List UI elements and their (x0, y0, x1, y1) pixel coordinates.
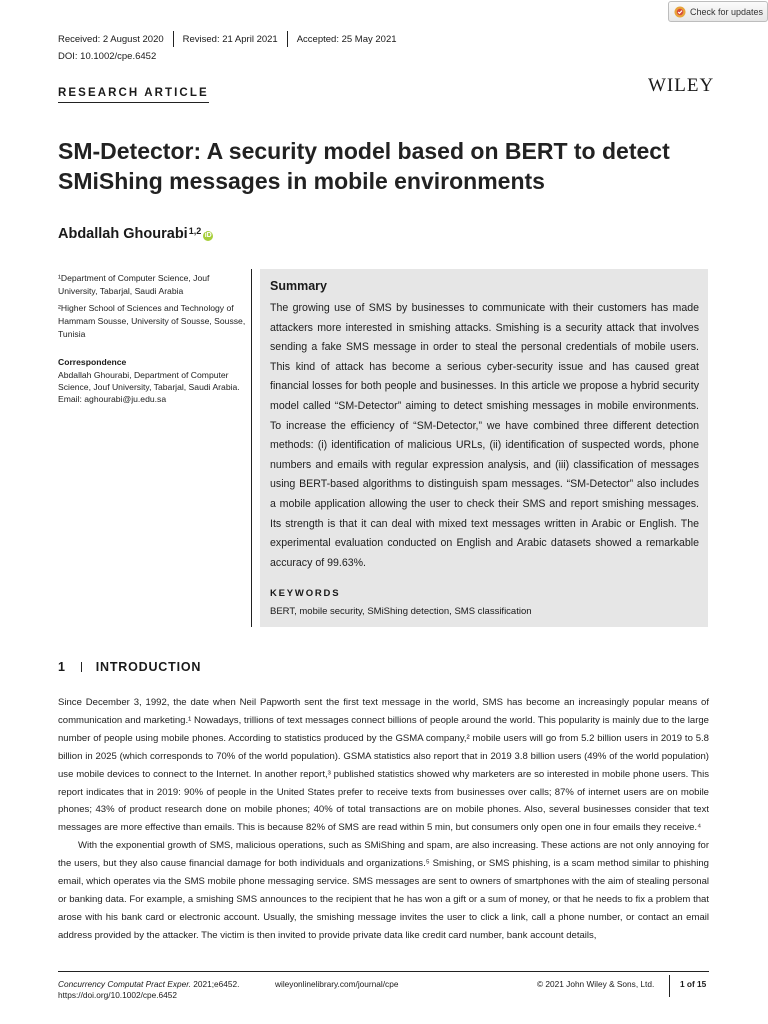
keywords-text: BERT, mobile security, SMiShing detection, SMS classification (270, 606, 532, 617)
footer-rule (58, 971, 709, 972)
footer-citation (58, 979, 239, 989)
summary-text: The growing use of SMS by businesses to communicate with their customers has made attackers more interested in smishing attacks. Smishing is a security attack that involves sending a fake SMS message in order to steal the personal credentials of mobile users. This kind of attack has become a serious cyber-security issue and has caused great financial losses for both people and businesses. In this article we propose a hybrid security model called “SM-Detector” aiming to detect smishing messages in mobile environments. To increase the efficiency of “SM-Detector,” we have combined three different detection methods: (i) identification of malicious URLs, (ii) identification of suspected words, phone numbers and emails with regular expression analysis, and (iii) classification of messages using BERT-based algorithms to distinguish spam messages. “SM-Detector” also includes a mobile application allowing the user to check their SMS and report smishing messages. Its strength is that it can deal with mixed text messages written in Arabic or English. The experimental evaluation conducted on English and Arabic datasets showed a remarkable accuracy of 99.63%. (270, 302, 699, 569)
footer-doi[interactable]: https://doi.org/10.1002/cpe.6452 (58, 990, 178, 1000)
summary-divider (251, 269, 252, 627)
revised-date: Revised: 21 April 2021 (182, 33, 278, 45)
check-for-updates-label: Check for updates (690, 6, 764, 17)
keywords-heading: KEYWORDS (270, 588, 341, 599)
section-title: INTRODUCTION (95, 660, 202, 674)
correspondence-text: Abdallah Ghourabi, Department of Computer Science, Jouf University, Tabarjal, Saudi Arabia. Email: aghourabi@ju.edu.sa (58, 370, 240, 404)
footer-site[interactable]: wileyonlinelibrary.com/journal/cpe (275, 979, 399, 989)
author-name[interactable]: Abdallah Ghourabi (58, 226, 188, 242)
page-number: 1 of 15 (680, 979, 707, 989)
section-divider (81, 662, 82, 672)
check-updates-icon (674, 6, 686, 18)
footer-journal: Concurrency Computat Pract Exper. (58, 979, 191, 989)
intro-body (58, 694, 709, 945)
accepted-date: Accepted: 25 May 2021 (296, 33, 397, 45)
check-for-updates-button[interactable] (668, 1, 768, 22)
affiliation-1: ¹Department of Computer Science, Jouf University, Tabarjal, Saudi Arabia (58, 273, 210, 296)
footer-copyright: © 2021 John Wiley & Sons, Ltd. (537, 979, 655, 989)
received-date: Received: 2 August 2020 (58, 33, 164, 45)
publisher-logo[interactable]: WILEY (648, 75, 715, 96)
orcid-icon[interactable]: iD (204, 232, 212, 239)
section-number: 1 (58, 660, 66, 674)
author-line (58, 226, 213, 242)
correspondence-heading: Correspondence (58, 357, 127, 367)
affiliation-2: ²Higher School of Sciences and Technology of Hammam Sousse, University of Sousse, Sousse, Tunisia (58, 303, 246, 339)
paragraph: Since December 3, 1992, the date when Neil Papworth sent the first text message in the world, SMS has become an increasingly popular means of communication and marketing.¹ Nowadays, trillions of text messages connect billions of people around the world. This popularity is mainly due to the large number of people using mobile phones. According to statistics produced by the GSMA company,² mobile users will go from 5.2 billion users in 2019 to 5.8 billion in 2025 (which corresponds to 70% of the world population). GSMA statistics also report that in 2019 3.8 billion users (49% of the world population) use mobile devices to connect to the Internet. In another report,³ published statistics showed why marketers are so interested in mobile phone users. This report indicates that in 2019: 90% of people in the United States prefer to receive texts from businesses over calls; 87% of internet users are on mobile phones; 43% of product research done on mobile phones; 40% of total transactions are on mobile phones. Also, several businesses consider that text messages are more effective than emails. This is because 82% of SMS are read within 5 min, but consumers only open one in four emails they receive.⁴ (58, 697, 709, 834)
section-heading (58, 660, 201, 674)
footer-citation-detail: 2021;e6452. (190, 979, 240, 989)
article-type: RESEARCH ARTICLE (58, 87, 209, 103)
article-title: SM-Detector: A security model based on BERT to detect SMiShing messages in mobile environments (58, 138, 670, 194)
summary-heading: Summary (270, 279, 327, 293)
paragraph: With the exponential growth of SMS, malicious operations, such as SMiShing and spam, are also increasing. These actions are not only annoying for the users, but they also cause financial damage for both individuals and organizations.⁵ Smishing, or SMS phishing, is a scam method similar to phishing email, which operates via the SMS mobile phone messaging service. SMS messages are sent to owners of smartphones with the aim of stealing personal or banking data. For example, a smishing SMS announces to the recipient that he has won a gift or a sum of money, or that he needs to fix a problem that arose with his bank card or electronic account. Usually, the smishing message invites the user to click a link, call a phone number, or contact an email address provided by the attacker. The victim is then invited to provide private data like credit card number, bank account details, (58, 840, 709, 941)
author-affil-marks: 1,2 (188, 226, 202, 236)
footer-divider (669, 975, 670, 997)
history-divider (287, 31, 288, 47)
doi[interactable]: DOI: 10.1002/cpe.6452 (58, 51, 157, 62)
history-divider (173, 31, 174, 47)
article-history (58, 30, 397, 48)
